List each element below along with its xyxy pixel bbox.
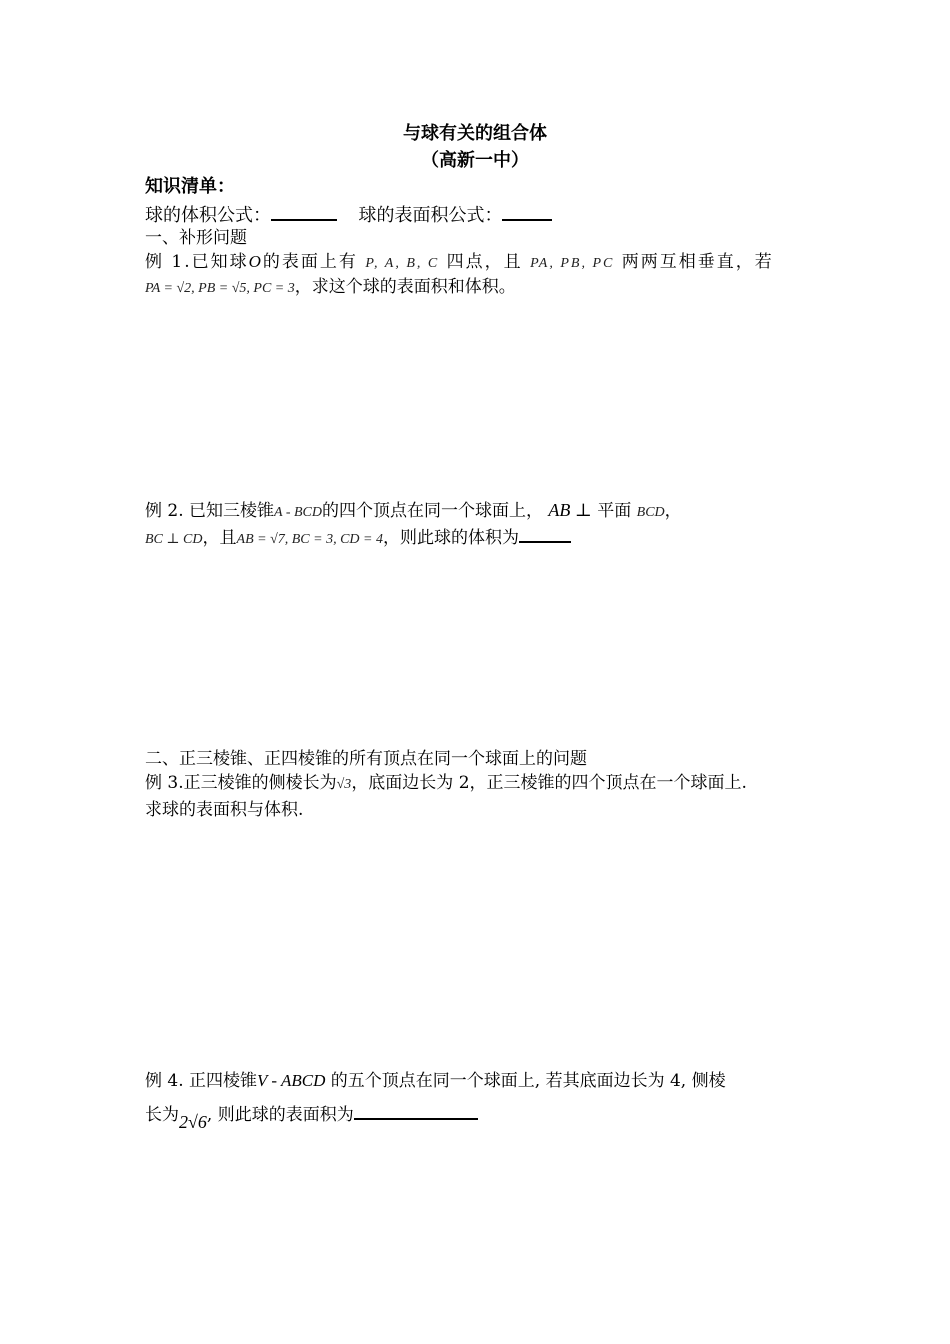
math-segments: PA, PB, PC xyxy=(530,256,615,271)
example-4-text: 正四棱锥 xyxy=(189,1071,258,1091)
example-2-prefix: 例 2. xyxy=(145,501,184,521)
example-4-prefix: 例 4. xyxy=(145,1071,184,1091)
example-4-line-2 xyxy=(145,1100,478,1132)
example-2-text: ， xyxy=(664,501,682,521)
example-2-text: 的四个顶点在同一个球面上， xyxy=(322,501,543,521)
math-ab-perp: AB ⊥ xyxy=(548,500,592,520)
math-lengths: PA = √2, PB = √5, PC = 3 xyxy=(145,281,295,296)
example-1-prefix: 例 1. xyxy=(145,252,192,272)
math-plane: BCD xyxy=(636,505,665,520)
math-bc-perp-cd: BC ⊥ CD xyxy=(145,532,203,547)
example-3-text: ，底面边长为 2，正三棱锥的四个顶点在一个球面上. xyxy=(351,773,747,793)
math-pyramid: V - ABCD xyxy=(257,1071,326,1090)
example-1-text: 两两互相垂直，若 xyxy=(621,252,774,272)
document-title: 与球有关的组合体 xyxy=(403,123,547,144)
math-lengths: AB = √7, BC = 3, CD = 4 xyxy=(236,532,383,547)
surface-formula-label: 球的表面积公式： xyxy=(358,205,503,226)
example-2-text: ，则此球的体积为 xyxy=(382,528,519,548)
example-2-answer-blank[interactable] xyxy=(519,523,571,543)
example-1-text: 已知球 xyxy=(191,252,249,272)
math-o: O xyxy=(248,252,263,271)
example-3-prefix: 例 3. xyxy=(145,773,184,793)
example-2-text: 平面 xyxy=(597,501,632,521)
math-points: P, A, B, C xyxy=(365,256,440,271)
math-pyramid: A - BCD xyxy=(274,505,322,520)
example-1-line-2 xyxy=(145,275,516,301)
example-4-text: , 则此球的表面积为 xyxy=(206,1105,354,1125)
example-4-text: 的五个顶点在同一个球面上, 若其底面边长为 4, 侧棱 xyxy=(330,1071,726,1091)
example-2-text: ，且 xyxy=(202,528,237,548)
example-3-line-1 xyxy=(145,771,747,797)
example-4-line-1 xyxy=(145,1069,726,1093)
example-2-line-1 xyxy=(145,498,682,525)
example-1-line-1 xyxy=(145,250,774,276)
section-2-title: 二、正三棱锥、正四棱锥的所有顶点在同一个球面上的问题 xyxy=(145,749,587,769)
math-sqrt3: √3 xyxy=(336,777,352,792)
example-2-text: 已知三棱锥 xyxy=(189,501,275,521)
example-1-text: 的表面上有 xyxy=(262,252,358,272)
knowledge-heading: 知识清单： xyxy=(145,176,235,197)
section-1-title: 一、补形问题 xyxy=(145,228,247,248)
example-4-text: 长为 xyxy=(145,1105,179,1125)
volume-formula-label: 球的体积公式： xyxy=(145,205,271,226)
example-1-text: ，求这个球的表面积和体积。 xyxy=(294,277,516,297)
example-3-text: 正三棱锥的侧棱长为 xyxy=(183,773,337,793)
example-4-answer-blank[interactable] xyxy=(354,1100,478,1120)
example-2-line-2 xyxy=(145,523,571,552)
surface-formula-blank[interactable] xyxy=(502,201,552,221)
math-lateral-edge: 2√6 xyxy=(179,1112,207,1132)
example-1-text: 四点，且 xyxy=(446,252,523,272)
volume-formula-blank[interactable] xyxy=(271,201,337,221)
example-3-line-2: 求球的表面积与体积. xyxy=(145,800,304,820)
document-subtitle: （高新一中） xyxy=(421,150,529,171)
formula-line xyxy=(145,201,552,228)
